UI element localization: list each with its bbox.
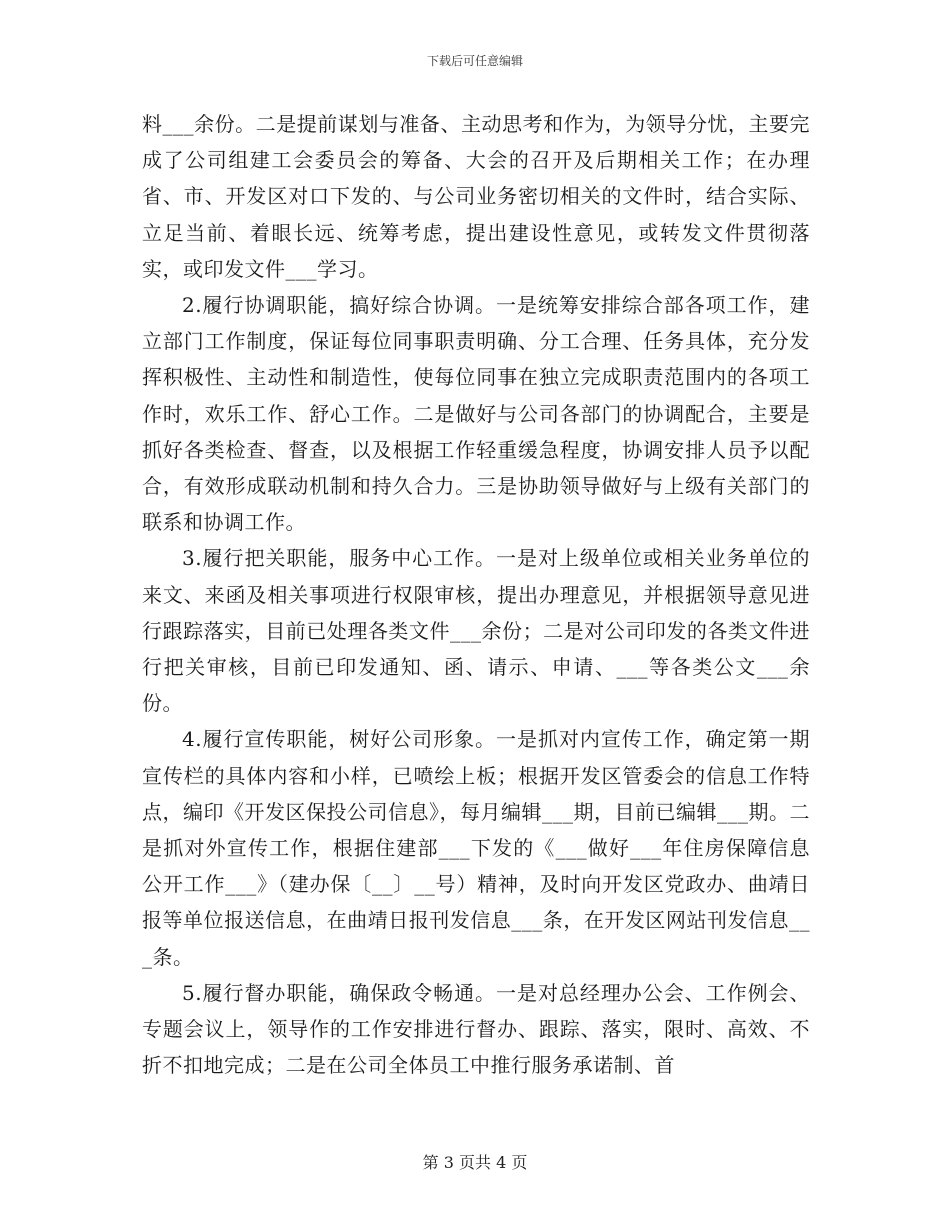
paragraph-3: 3.履行把关职能，服务中心工作。一是对上级单位或相关业务单位的来文、来函及相关事项进行权限审核，提出办理意见，并根据领导意见进行跟踪落实，目前已处理各类文件___余份；二是对公司印发的各类文件进行把关审核，目前已印发通知、函、请示、申请、___等各类公文___余份。 [142, 546, 810, 716]
paragraph-4: 4.履行宣传职能，树好公司形象。一是抓对内宣传工作，确定第一期宣传栏的具体内容和小样，已喷绘上板；根据开发区管委会的信息工作特点，编印《开发区保投公司信息》，每月编辑___期，目前已编辑___期。二是抓对外宣传工作，根据住建部___下发的《___做好___年住房保障信息公开工作___》（建办保〔__〕__号）精神，及时向开发区党政办、曲靖日报等单位报送信息，在曲靖日报刊发信息___条，在开发区网站刊发信息___条。 [142, 727, 810, 969]
paragraph-1: 料___余份。二是提前谋划与准备、主动思考和作为，为领导分忧，主要完成了公司组建工会委员会的筹备、大会的召开及后期相关工作；在办理省、市、开发区对口下发的、与公司业务密切相关的文件时，结合实际、立足当前、着眼长远、统筹考虑，提出建设性意见，或转发文件贯彻落实，或印发文件___学习。 [142, 112, 810, 281]
page-header: 下载后可任意编辑 [426, 54, 523, 68]
page-footer: 第 3 页共 4 页 [422, 1153, 528, 1172]
paragraph-2: 2.履行协调职能，搞好综合协调。一是统筹安排综合部各项工作，建立部门工作制度，保证每位同事职责明确、分工合理、任务具体，充分发挥积极性、主动性和制造性，使每位同事在独立完成职责范围内的各项工作时，欢乐工作、舒心工作。二是做好与公司各部门的协调配合，主要是抓好各类检查、督查，以及根据工作轻重缓急程度，协调安排人员予以配合，有效形成联动机制和持久合力。三是协助领导做好与上级有关部门的联系和协调工作。 [142, 293, 810, 535]
paragraph-5: 5.履行督办职能，确保政令畅通。一是对总经理办公会、工作例会、专题会议上，领导作的工作安排进行督办、跟踪、落实，限时、高效、不折不扣地完成；二是在公司全体员工中推行服务承诺制、首 [142, 980, 810, 1078]
document-body [142, 106, 810, 1083]
